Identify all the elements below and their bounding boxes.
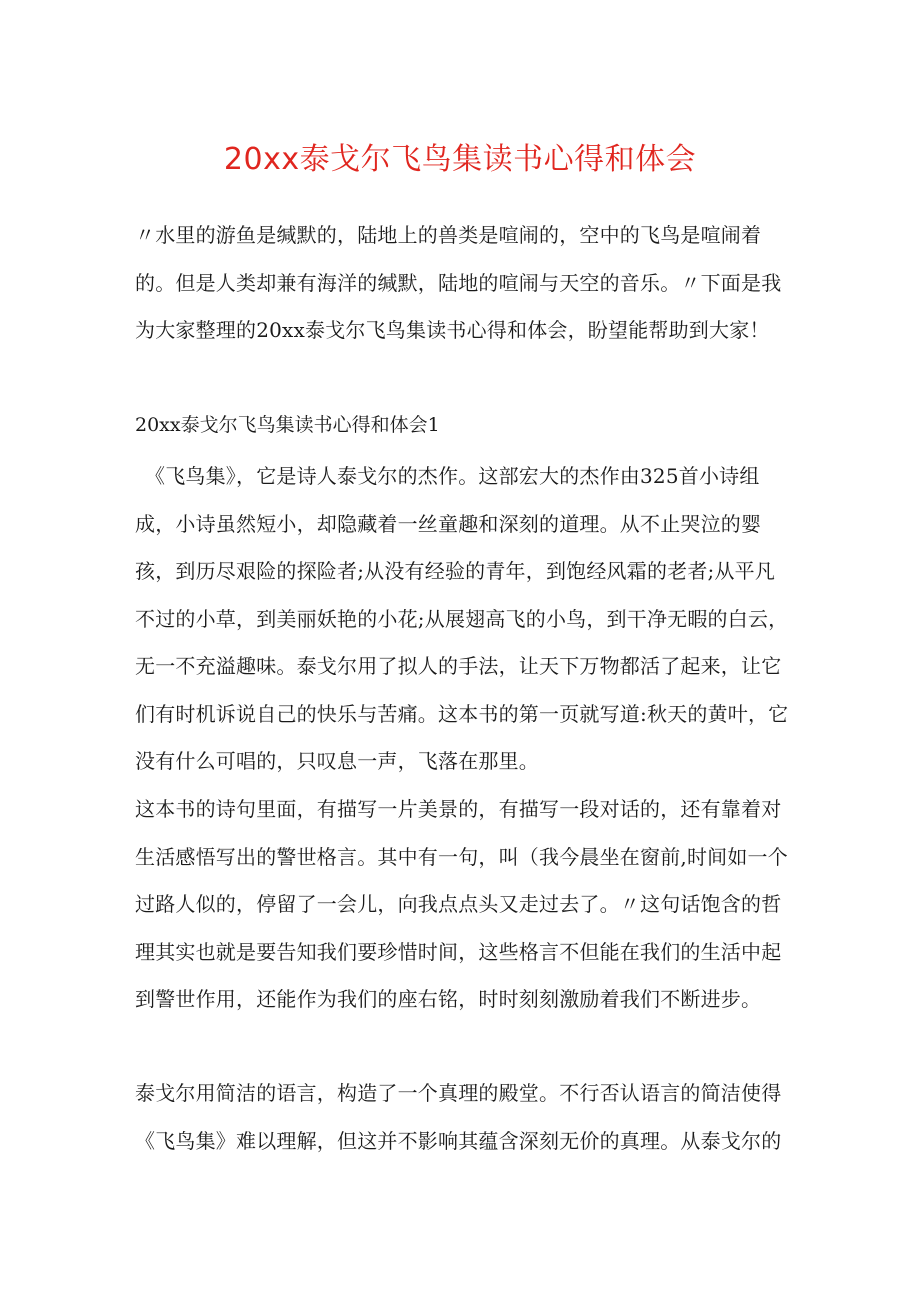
body-paragraph-1: 《飞鸟集》，它是诗人泰戈尔的杰作。这部宏大的杰作由325首小诗组成，小诗虽然短小，却隐藏着一丝童趣和深刻的道理。从不止哭泣的婴孩，到历尽艰险的探险者;从没有经验的青年，到饱经风霜的老者;从平凡不过的小草，到美丽妖艳的小花;从展翅高飞的小鸟，到干净无暇的白云，无一不充溢趣味。泰戈尔用了拟人的手法，让天下万物都活了起来，让它们有时机诉说自己的快乐与苦痛。这本书的第一页就写道:秋天的黄叶，它没有什么可唱的，只叹息一声，飞落在那里。 <box>135 464 789 773</box>
section-heading: 20xx泰戈尔飞鸟集读书心得和体会1 <box>135 414 440 436</box>
document-title: 20xx泰戈尔飞鸟集读书心得和体会 <box>223 142 697 177</box>
body-paragraph-2: 这本书的诗句里面，有描写一片美景的，有描写一段对话的，还有靠着对生活感悟写出的警世格言。其中有一句，叫（我今晨坐在窗前,时间如一个过路人似的，停留了一会儿，向我点点头又走过去了。〃这句话饱含的哲理其实也就是要告知我们要珍惜时间，这些格言不但能在我们的生活中起到警世作用，还能作为我们的座右铭，时时刻刻激励着我们不断进步。 <box>135 797 788 1011</box>
intro-paragraph: 〃水里的游鱼是缄默的，陆地上的兽类是喧闹的，空中的飞鸟是喧闹着的。但是人类却兼有海洋的缄默，陆地的喧闹与天空的音乐。〃下面是我为大家整理的20xx泰戈尔飞鸟集读书心得和体会，盼望能帮助到大家！ <box>135 223 782 342</box>
body-paragraph-3: 泰戈尔用简洁的语言，构造了一个真理的殿堂。不行否认语言的简洁使得《飞鸟集》难以理解，但这并不影响其蕴含深刻无价的真理。从泰戈尔的 <box>135 1081 782 1153</box>
